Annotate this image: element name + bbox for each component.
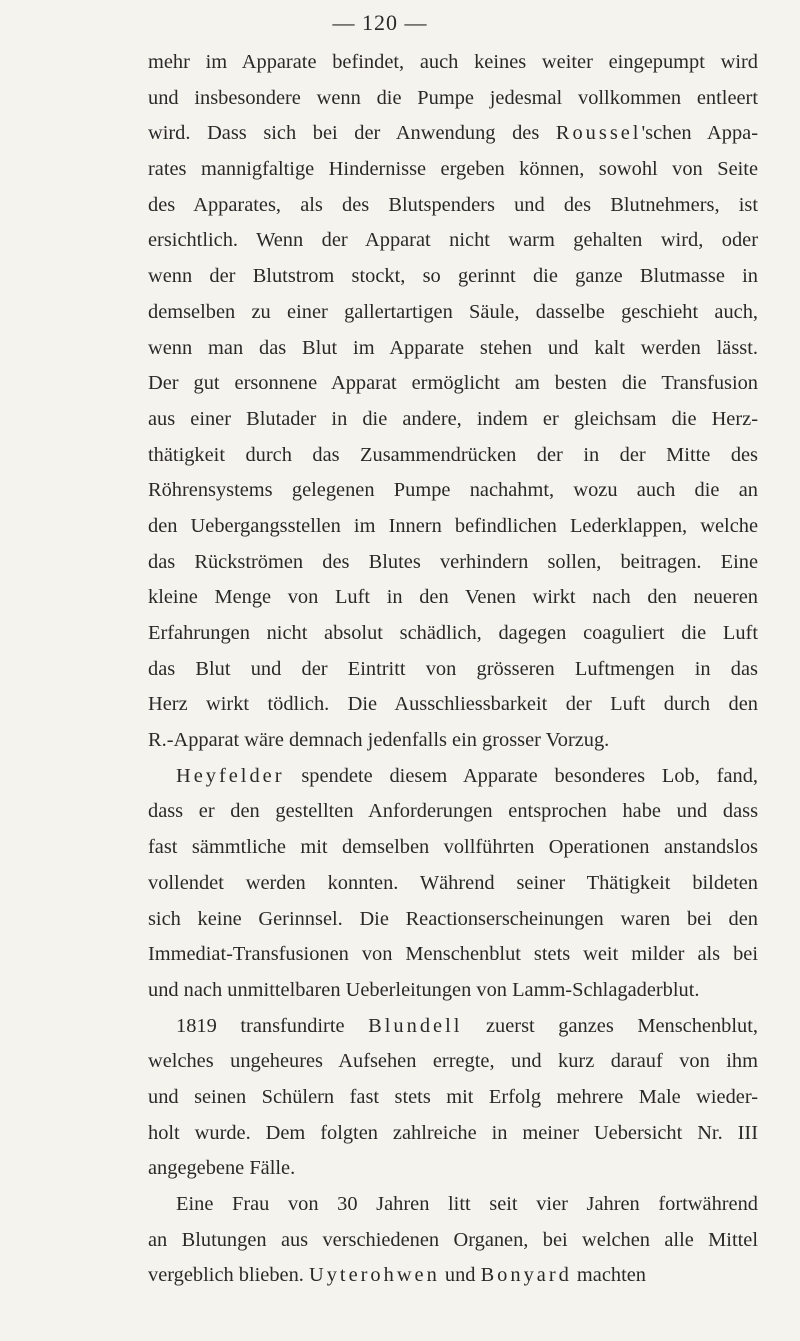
text-line	[148, 366, 758, 402]
text-segment: mehr im Apparate befindet, auch keines weiter eingepumpt wird	[148, 51, 758, 73]
body-text	[148, 45, 758, 1294]
text-line	[148, 580, 758, 616]
text-segment: R.-Apparat wäre demnach jedenfalls ein grosser Vorzug.	[148, 729, 610, 752]
text-line	[148, 1187, 758, 1223]
text-segment: vergeblich blieben.	[148, 1264, 309, 1287]
text-segment: Der gut ersonnene Apparat ermöglicht am besten die Transfusion	[148, 372, 758, 395]
text-segment: demselben zu einer gallertartigen Säule, dasselbe geschieht auch,	[148, 300, 758, 323]
person-name: Blundell	[368, 1014, 463, 1037]
text-segment: wenn man das Blut im Apparate stehen und kalt werden lässt.	[148, 336, 758, 359]
text-segment: des Apparates, als des Blutspenders und des Blutnehmers, ist	[148, 193, 758, 216]
person-name: Roussel	[555, 122, 642, 145]
text-segment: sich keine Gerinnsel. Die Reactionserscheinungen waren bei den	[148, 907, 758, 930]
text-segment: vollendet werden konnten. Während seiner Thätigkeit bildeten	[148, 871, 758, 894]
text-segment: fast sämmtliche mit demselben vollführten Operationen anstandslos	[148, 836, 758, 859]
text-segment: und nach unmittelbaren Ueberleitungen von Lamm-Schlagaderblut.	[148, 978, 700, 1001]
text-line	[148, 794, 758, 830]
paragraph	[148, 1187, 758, 1294]
paragraph	[148, 45, 758, 759]
text-line	[148, 902, 758, 938]
text-line	[148, 188, 758, 224]
text-line	[148, 652, 758, 688]
paragraph	[148, 1009, 758, 1187]
text-segment: Eine Frau von 30 Jahren litt seit vier Jahren fortwährend	[176, 1193, 758, 1215]
paragraph	[148, 759, 758, 1009]
text-line	[148, 1258, 758, 1294]
person-name: Uyterohwen	[309, 1264, 440, 1287]
page-number: — 120 —	[332, 10, 428, 35]
text-line	[148, 1223, 758, 1259]
text-segment: Röhrensystems gelegenen Pumpe nachahmt, wozu auch die an	[148, 479, 758, 502]
text-line	[148, 1009, 758, 1045]
text-segment: welches ungeheures Aufsehen erregte, und kurz darauf von ihm	[148, 1050, 758, 1073]
text-line	[148, 723, 758, 759]
text-line	[148, 1044, 758, 1080]
text-segment: das Blut und der Eintritt von grösseren Luftmengen in das	[148, 657, 758, 680]
text-segment: 1819 transfundirte	[176, 1014, 369, 1037]
text-segment: Erfahrungen nicht absolut schädlich, dagegen coaguliert die Luft	[148, 622, 758, 644]
text-line	[148, 545, 758, 581]
text-segment: und	[439, 1264, 481, 1287]
text-segment: zuerst ganzes Menschenblut,	[462, 1014, 758, 1037]
text-line	[148, 866, 758, 902]
text-line	[148, 223, 758, 259]
text-segment: das Rückströmen des Blutes verhindern sollen, beitragen. Eine	[148, 550, 758, 573]
text-segment: holt wurde. Dem folgten zahlreiche in meiner Uebersicht Nr. III	[148, 1121, 758, 1144]
text-line	[148, 687, 758, 723]
person-name: Bonyard	[480, 1264, 572, 1287]
text-line	[148, 331, 758, 367]
person-name: Heyfelder	[176, 764, 285, 787]
text-line	[148, 81, 758, 117]
text-segment: und insbesondere wenn die Pumpe jedesmal vollkommen entleert	[148, 86, 758, 109]
text-line	[148, 1116, 758, 1152]
text-segment: rates mannigfaltige Hindernisse ergeben können, sowohl von Seite	[148, 158, 758, 181]
text-line	[148, 45, 758, 81]
text-segment: ersichtlich. Wenn der Apparat nicht warm gehalten wird, oder	[148, 229, 758, 252]
text-line	[148, 973, 758, 1009]
text-segment: thätigkeit durch das Zusammendrücken der in der Mitte des	[148, 443, 758, 466]
text-line	[148, 509, 758, 545]
text-segment: Herz wirkt tödlich. Die Ausschliessbarkeit der Luft durch den	[148, 693, 758, 716]
text-line	[148, 295, 758, 331]
text-line	[148, 1151, 758, 1187]
text-line	[148, 259, 758, 295]
text-line	[148, 1080, 758, 1116]
text-segment: 'schen Appa-	[641, 122, 759, 145]
text-segment: wird. Dass sich bei der Anwendung des	[148, 122, 556, 145]
text-line	[148, 152, 758, 188]
text-line	[148, 937, 758, 973]
text-segment: und seinen Schülern fast stets mit Erfolg mehrere Male wieder-	[148, 1085, 758, 1108]
text-segment: an Blutungen aus verschiedenen Organen, bei welchen alle Mittel	[148, 1228, 758, 1251]
text-segment: kleine Menge von Luft in den Venen wirkt nach den neueren	[148, 586, 758, 609]
text-line	[148, 830, 758, 866]
text-line	[148, 759, 758, 795]
text-segment: Immediat-Transfusionen von Menschenblut stets weit milder als bei	[148, 943, 758, 966]
text-segment: aus einer Blutader in die andere, indem er gleichsam die Herz-	[148, 407, 758, 430]
text-line	[148, 438, 758, 474]
text-segment: den Uebergangsstellen im Innern befindlichen Lederklappen, welche	[148, 514, 758, 537]
text-line	[148, 402, 758, 438]
text-line	[148, 473, 758, 509]
text-segment: dass er den gestellten Anforderungen entsprochen habe und dass	[148, 800, 758, 823]
text-segment: spendete diesem Apparate besonderes Lob, fand,	[284, 764, 758, 787]
text-line	[148, 116, 758, 152]
text-segment: machten	[571, 1264, 646, 1287]
text-segment: angegebene Fälle.	[148, 1157, 296, 1180]
text-line	[148, 616, 758, 652]
text-segment: wenn der Blutstrom stockt, so gerinnt die ganze Blutmasse in	[148, 265, 758, 288]
